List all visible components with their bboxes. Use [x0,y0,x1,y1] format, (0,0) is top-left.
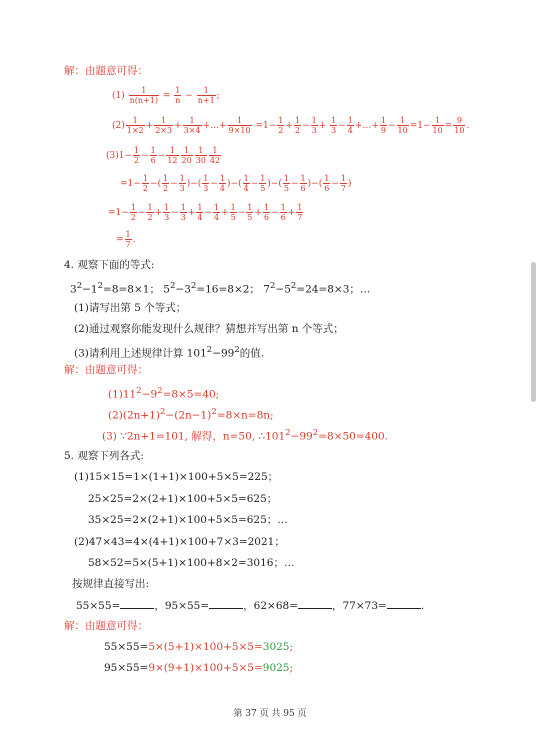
answer-blank[interactable] [298,598,332,609]
sol1-item-3b: =1− $\frac{1}{2}$ −( $\frac{1}{2}$ − $\frac{1}{3}$ )−( $\frac{1}{3}$ − $\frac{1}{4}$ )−( $\frac{1}{4}$ − $\frac{1}{5}$ )−( $\frac{1}{5}$ − $\frac{1}{6}$ )−( $\frac{1}{6}$ − $\frac{1}{7}$ ) [120,174,352,193]
answer-blank[interactable] [387,598,421,609]
solution-label-1: 解：由题意可得： [64,65,148,77]
problem-5-l1: (1)15×15=1×(1+1)×100+5×5=225； [74,471,279,483]
solution-label-3: 解：由题意可得： [64,620,148,632]
sol3-line-2: 95×55=9×(9+1)×100+5×5=9025; [104,662,294,674]
answer-blank[interactable] [209,598,243,609]
problem-4-q2: (2)通过观察你能发现什么规律？猜想并写出第 n 个等式； [74,323,344,335]
answer-blank[interactable] [120,598,154,609]
problem-5-blanks: 55×55= ，95×55= ，62×68= ，77×73= . [76,600,425,612]
sol3-line-1: 55×55=5×(5+1)×100+5×5=3025; [104,641,294,653]
problem-5-l5: 58×52=5×(5+1)×100+8×2=3016；… [88,557,295,569]
sol1-item-3d: = $\frac{1}{7}$ . [116,230,136,249]
page-footer: 第 37 页 共 95 页 [233,709,307,719]
problem-5-instruction: 按规律直接写出: [72,578,150,590]
sol1-item-3a: (3)1− $\frac{1}{2}$ − $\frac{1}{6}$ − $\frac{1}{12}$ $\frac{1}{20}$ $\frac{1}{30}$ $\frac{1}{42}$ [106,146,221,165]
problem-5-l4: (2)47×43=4×(4+1)×100+7×3=2021； [74,536,285,548]
problem-4-q1: (1)请写出第 5 个等式； [74,302,187,314]
problem-4-title: 4. 观察下面的等式: [64,259,155,271]
problem-4-equations: $3^2-1^2=8=8\times 1$； $5^2-3^2=16=8\times 2$； $7^2-5^2=24=8\times 3$；… [70,281,371,296]
sol1-item-1: (1) $\frac{1}{n(n+1)}$ = $\frac{1}{n}$ − $\frac{1}{n+1}$ ; [112,86,220,105]
solution-label-2: 解：由题意可得： [64,364,148,376]
sol2-line-2: $(2)(2n+1)^2-(2n-1)^2=8\times n=8n$; [108,407,274,422]
sol2-line-3: (3) ∵2n+1=101, 解得，n=50, $\therefore 101^2-99^2=8\times 50=400$. [102,428,388,443]
problem-4-q3: (3)请利用上述规律计算 $101^2-99^2$的值. [74,345,265,360]
sol1-item-3c: =1− $\frac{1}{2}$ − $\frac{1}{2}$ + $\frac{1}{3}$ − $\frac{1}{3}$ + $\frac{1}{4}$ − $\frac{1}{4}$ + $\frac{1}{5}$ − $\frac{1}{5}$ + $\frac{1}{6}$ − $\frac{1}{6}$ + $\frac{1}{7}$ [108,203,303,222]
sol1-item-2: (2) $\frac{1}{1\times 2}$ + $\frac{1}{2\times 3}$ + $\frac{1}{3\times 4}$ +…+ $\frac{1}{9\times 10}$ =1− $\frac{1}{2}$ + $\frac{1}{2}$ − $\frac{1}{3}$ + $\frac{1}{3}$ − $\frac{1}{4}$ +…+ $\frac{1}{9}$ − $\frac{1}{10}$ =1− $\frac{1}{10}$ = $\frac{9}{10}$ . [112,116,470,135]
sol2-line-1: $(1)11^2-9^2=8\times 5=40$; [108,386,220,401]
problem-5-l3: 35×25=2×(2+1)×100+5×5=625；… [88,514,288,526]
scrollbar[interactable] [531,262,536,402]
problem-5-l2: 25×25=2×(2+1)×100+5×5=625； [88,493,278,505]
problem-5-title: 5. 观察下列各式: [64,450,144,462]
